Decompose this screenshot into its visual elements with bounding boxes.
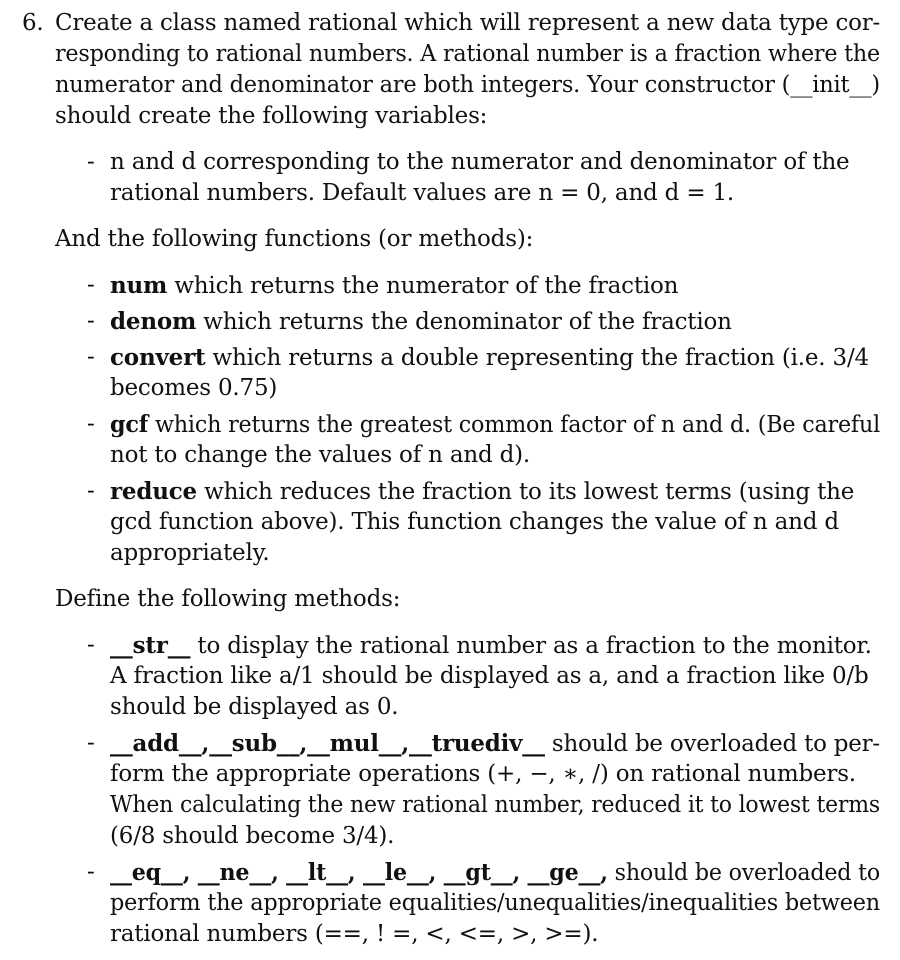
- problem-number: 6.: [22, 10, 44, 36]
- intro-line-4: should create the following variables:: [55, 103, 488, 129]
- intro-line-2: responding to rational numbers. A rational number is a fraction where the: [55, 41, 880, 67]
- function-desc: which returns a double representing the fraction (i.e. 3/4: [212, 345, 869, 371]
- methods-heading: Define the following methods:: [55, 586, 401, 612]
- method-compare-line-2: perform the appropriate equalities/unequalities/inequalities between: [110, 890, 880, 916]
- list-dash: -: [87, 149, 95, 175]
- function-gcf: [110, 409, 880, 441]
- method-name: __eq__, __ne__, __lt__, __le__, __gt__, __ge__,: [110, 859, 608, 886]
- function-gcf-line-2: not to change the values of n and d).: [110, 442, 531, 468]
- function-reduce: [110, 476, 854, 508]
- function-desc: which returns the denominator of the fraction: [203, 309, 732, 335]
- method-desc: to display the rational number as a fraction to the monitor.: [197, 633, 872, 659]
- method-arith-line-2: form the appropriate operations (+, −, ∗, /) on rational numbers.: [110, 761, 856, 787]
- function-name: convert: [110, 344, 206, 371]
- function-desc: which returns the numerator of the fraction: [174, 273, 679, 299]
- function-name: num: [110, 272, 168, 299]
- function-denom: [110, 306, 732, 338]
- method-str-line-2: A fraction like a/1 should be displayed as a, and a fraction like 0/b: [110, 663, 869, 689]
- function-name: gcf: [110, 411, 149, 438]
- list-dash: -: [87, 730, 95, 756]
- function-reduce-line-2: gcd function above). This function changes the value of n and d: [110, 509, 839, 535]
- list-dash: -: [87, 344, 95, 370]
- list-dash: -: [87, 632, 95, 658]
- function-desc: which reduces the fraction to its lowest terms (using the: [204, 479, 855, 505]
- method-name: __str__: [110, 632, 191, 659]
- function-num: [110, 270, 678, 302]
- function-name: denom: [110, 308, 197, 335]
- method-str: [110, 630, 872, 662]
- intro-line-1: [55, 8, 880, 39]
- list-dash: -: [87, 308, 95, 334]
- method-name: __add__,__sub__,__mul__,__truediv__: [110, 730, 545, 757]
- method-arith: [110, 728, 880, 760]
- method-compare: [110, 857, 880, 889]
- list-dash: -: [87, 272, 95, 298]
- method-desc: should be overloaded to: [614, 860, 880, 886]
- intro-line-3: numerator and denominator are both integers. Your constructor (__init__): [55, 72, 880, 98]
- function-convert: [110, 342, 869, 374]
- variables-line-1: n and d corresponding to the numerator and denominator of the: [110, 149, 850, 175]
- method-arith-line-3: When calculating the new rational number, reduced it to lowest terms: [110, 792, 880, 818]
- list-dash: -: [87, 859, 95, 885]
- functions-heading: And the following functions (or methods):: [55, 226, 534, 252]
- function-desc: which returns the greatest common factor of n and d. (Be careful: [154, 412, 880, 438]
- function-reduce-line-3: appropriately.: [110, 540, 270, 566]
- method-str-line-3: should be displayed as 0.: [110, 694, 399, 720]
- method-arith-line-4: (6/8 should become 3/4).: [110, 823, 395, 849]
- intro-line-1-text: Create a class named rational which will represent a new data type cor-: [55, 10, 881, 36]
- function-name: reduce: [110, 478, 197, 505]
- list-dash: -: [87, 478, 95, 504]
- list-dash: -: [87, 411, 95, 437]
- variables-line-2: rational numbers. Default values are n = 0, and d = 1.: [110, 180, 735, 206]
- function-convert-line-2: becomes 0.75): [110, 375, 278, 401]
- method-desc: should be overloaded to per-: [551, 731, 880, 757]
- method-compare-line-3: rational numbers (==, ! =, <, <=, >, >=).: [110, 921, 599, 947]
